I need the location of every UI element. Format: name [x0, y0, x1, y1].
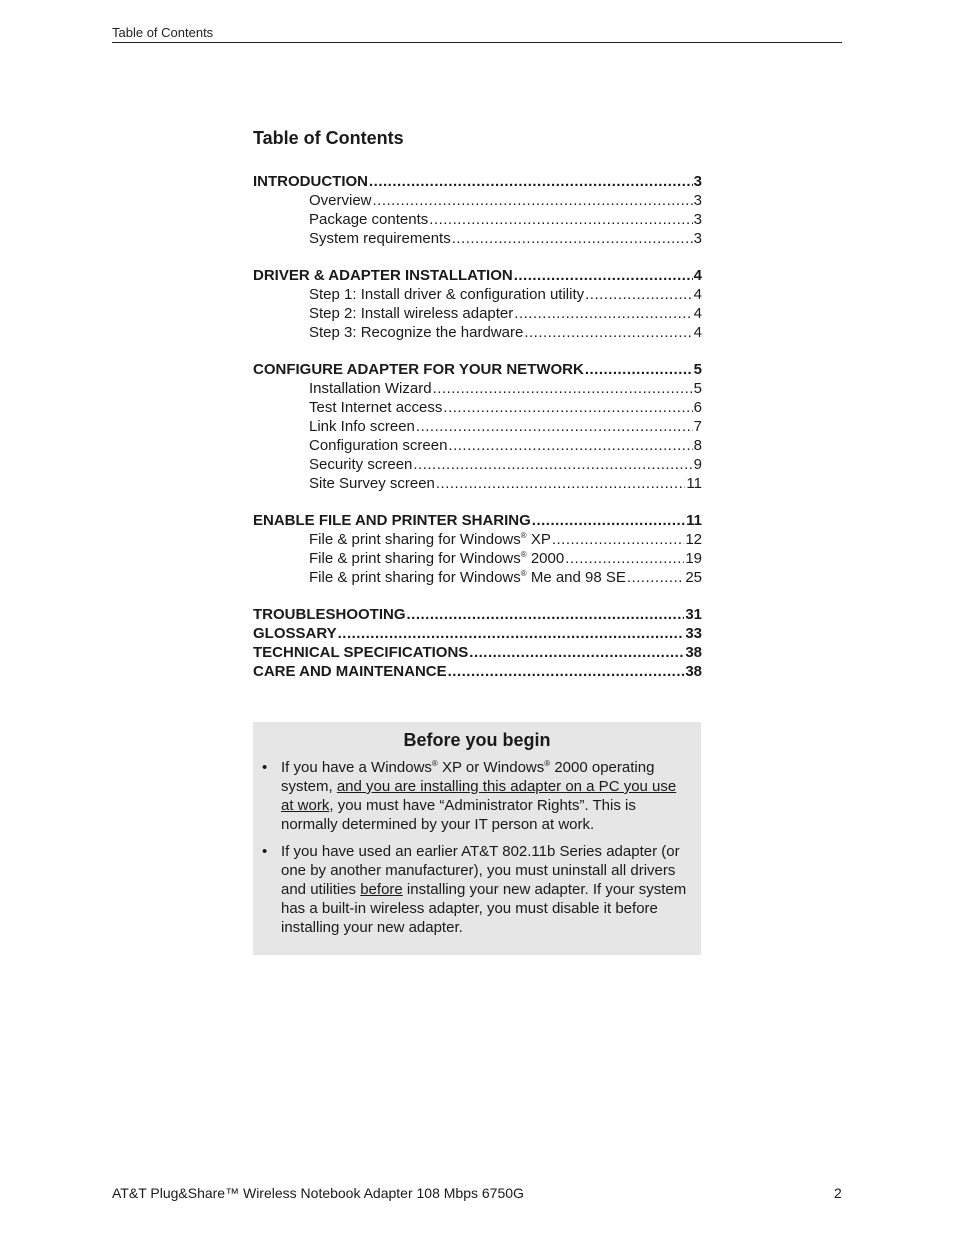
toc-page: 7 [693, 418, 702, 435]
toc-entry-sharing-xp[interactable] [253, 530, 702, 549]
dot-leader [524, 323, 692, 342]
dot-leader [433, 379, 693, 398]
toc-label: File & print sharing for Windows® XP [309, 531, 551, 548]
toc-label: CARE AND MAINTENANCE [253, 663, 447, 680]
footer-page-number: 2 [834, 1185, 842, 1201]
toc-entry-glossary[interactable] [253, 624, 702, 643]
toc-page: 31 [685, 606, 702, 623]
toc-label: Step 1: Install driver & configuration utility [309, 286, 585, 303]
dot-leader [338, 624, 685, 643]
toc-entry-technical-specifications[interactable] [253, 643, 702, 662]
toc-label: ENABLE FILE AND PRINTER SHARING [253, 512, 531, 529]
dot-leader [452, 229, 693, 248]
toc-entry-care-and-maintenance[interactable] [253, 662, 702, 681]
toc-entry-security-screen[interactable] [253, 455, 702, 474]
dot-leader [514, 304, 692, 323]
dot-leader [448, 662, 685, 681]
dot-leader [443, 398, 692, 417]
toc-label: TECHNICAL SPECIFICATIONS [253, 644, 469, 661]
toc-label: Configuration screen [309, 437, 448, 454]
toc-entry-introduction[interactable] [253, 172, 702, 191]
toc-page: 12 [685, 531, 702, 548]
toc-entry-file-printer-sharing[interactable] [253, 511, 702, 530]
toc-entry-configuration-screen[interactable] [253, 436, 702, 455]
toc-page: 3 [693, 230, 702, 247]
toc-label: Package contents [309, 211, 429, 228]
dot-leader [436, 474, 686, 493]
underlined-text: and you are installing this adapter on a PC you use at work [281, 778, 677, 814]
notice-list [253, 758, 701, 937]
toc-title: Table of Contents [253, 128, 404, 148]
toc-page: 11 [686, 475, 702, 492]
toc-page: 4 [693, 267, 702, 284]
toc-page: 4 [693, 324, 702, 341]
toc-page: 11 [686, 512, 702, 529]
toc-entry-package-contents[interactable] [253, 210, 702, 229]
toc-entry-sharing-2000[interactable] [253, 549, 702, 568]
toc-entry-troubleshooting[interactable] [253, 605, 702, 624]
toc-entry-system-requirements[interactable] [253, 229, 702, 248]
toc-page: 9 [693, 456, 702, 473]
toc-label: Step 3: Recognize the hardware [309, 324, 524, 341]
toc-page: 25 [685, 569, 702, 586]
toc-page: 5 [693, 380, 702, 397]
toc-label: CONFIGURE ADAPTER FOR YOUR NETWORK [253, 361, 584, 378]
toc-label: DRIVER & ADAPTER INSTALLATION [253, 267, 513, 284]
toc-entry-site-survey-screen[interactable] [253, 474, 702, 493]
toc-entry-link-info-screen[interactable] [253, 417, 702, 436]
toc-page: 5 [693, 361, 702, 378]
underlined-text: before [360, 881, 403, 898]
dot-leader [416, 417, 693, 436]
toc-label: File & print sharing for Windows® 2000 [309, 550, 565, 567]
toc-page: 33 [685, 625, 702, 642]
dot-leader [373, 191, 693, 210]
toc-page: 4 [693, 305, 702, 322]
toc-entry-configure-adapter[interactable] [253, 360, 702, 379]
toc-entry-installation-wizard[interactable] [253, 379, 702, 398]
dot-leader [413, 455, 692, 474]
header-rule [112, 42, 842, 43]
bullet-icon: • [262, 843, 268, 860]
before-you-begin-box [253, 722, 701, 955]
notice-title: Before you begin [403, 730, 551, 750]
toc-page: 3 [693, 173, 702, 190]
toc-entry-sharing-me-98[interactable] [253, 568, 702, 587]
toc-label: File & print sharing for Windows® Me and 98 SE [309, 569, 626, 586]
running-header: Table of Contents [112, 25, 214, 40]
toc-page: 4 [693, 286, 702, 303]
toc-group-introduction [253, 172, 702, 248]
dot-leader [514, 266, 693, 285]
dot-leader [429, 210, 692, 229]
toc-group-configure-adapter [253, 360, 702, 493]
notice-item-uninstall-drivers: • If you have used an earlier AT&T 802.11b Series adapter (or one by another manufacturer), you must uninstall all drivers and utilities before installing your new adapter. If your system has a built-in wireless adapter, you must disable it before installing your new adapter. [262, 843, 687, 936]
toc-page: 38 [685, 663, 702, 680]
dot-leader [448, 436, 692, 455]
toc-entry-driver-adapter-installation[interactable] [253, 266, 702, 285]
toc-label: Overview [309, 192, 372, 209]
toc-label: Link Info screen [309, 418, 415, 435]
dot-leader [585, 285, 693, 304]
toc-label: INTRODUCTION [253, 173, 368, 190]
toc-section [253, 126, 702, 699]
toc-label: Security screen [309, 456, 413, 473]
toc-entry-step-2[interactable] [253, 304, 702, 323]
dot-leader [552, 530, 684, 549]
toc-page: 6 [693, 399, 702, 416]
toc-label: GLOSSARY [253, 625, 337, 642]
toc-page: 19 [685, 550, 702, 567]
toc-group-file-printer-sharing [253, 511, 702, 587]
toc-label: TROUBLESHOOTING [253, 606, 406, 623]
toc-entry-step-1[interactable] [253, 285, 702, 304]
toc-entry-test-internet-access[interactable] [253, 398, 702, 417]
notice-item-admin-rights: • If you have a Windows® XP or Windows® 2000 operating system, and you are installing this adapter on a PC you use at work, you must have “Administrator Rights”. This is normally determined by your IT person at work. [262, 759, 677, 833]
toc-label: Installation Wizard [309, 380, 432, 397]
footer-product-name: AT&T Plug&Share™ Wireless Notebook Adapter 108 Mbps 6750G [112, 1185, 524, 1201]
dot-leader [585, 360, 693, 379]
toc-page: 3 [693, 211, 702, 228]
dot-leader [469, 643, 684, 662]
toc-list [253, 172, 702, 681]
toc-entry-overview[interactable] [253, 191, 702, 210]
bullet-icon: • [262, 759, 268, 776]
toc-group-appendix [253, 605, 702, 681]
dot-leader [407, 605, 685, 624]
dot-leader [532, 511, 685, 530]
toc-label: Test Internet access [309, 399, 443, 416]
toc-label: Site Survey screen [309, 475, 435, 492]
toc-group-driver-installation [253, 266, 702, 342]
toc-page: 38 [685, 644, 702, 661]
toc-entry-step-3[interactable] [253, 323, 702, 342]
dot-leader [369, 172, 693, 191]
toc-label: System requirements [309, 230, 451, 247]
dot-leader [565, 549, 684, 568]
toc-page: 8 [693, 437, 702, 454]
dot-leader [627, 568, 684, 587]
toc-label: Step 2: Install wireless adapter [309, 305, 514, 322]
toc-page: 3 [693, 192, 702, 209]
